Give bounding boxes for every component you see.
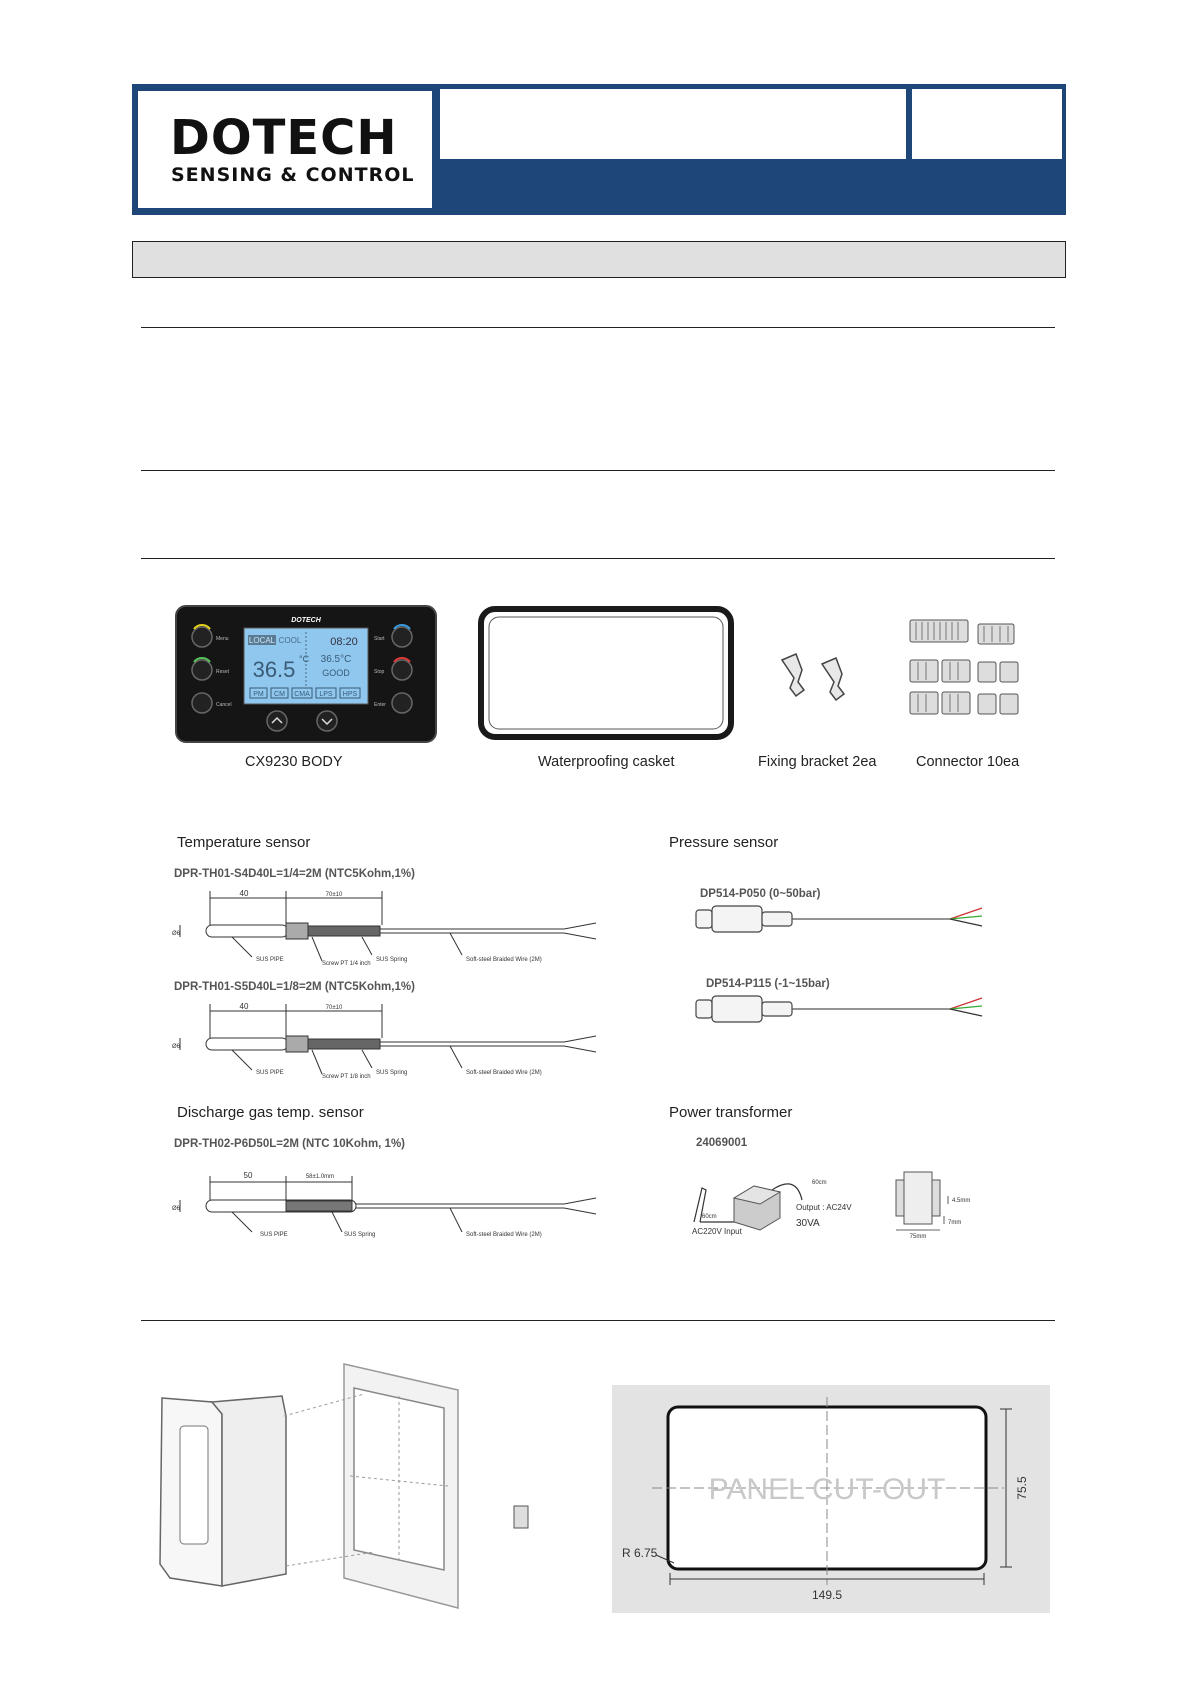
cutout-height: 75.5 <box>1015 1476 1029 1500</box>
temp2-sus-spring: SUS Spring <box>376 1070 408 1076</box>
btn-stop-label: Stop <box>374 669 385 675</box>
cutout-width: 149.5 <box>811 1588 843 1602</box>
pt-output: Output : AC24V <box>796 1203 852 1212</box>
temp2-dim-40: 40 <box>239 1002 249 1011</box>
temp1-wire: Soft-steel Braided Wire (2M) <box>466 957 542 963</box>
pt-h2: 7mm <box>948 1220 962 1226</box>
pt-input: AC220V Input <box>692 1227 742 1236</box>
discharge-sensor-partno: DPR-TH02-P6D50L=2M (NTC 10Kohm, 1%) <box>174 1138 406 1150</box>
main-unit: °C <box>299 654 310 664</box>
indicator-cma: CMA <box>294 691 310 698</box>
temp2-dia: Ø6 <box>172 1044 181 1050</box>
temperature-sensor-title: Temperature sensor <box>177 834 311 851</box>
dis-sus-spring: SUS Spring <box>344 1232 376 1238</box>
document-title-box <box>440 89 906 159</box>
power-transformer-drawing <box>686 1160 1016 1240</box>
btn-reset-label: Reset <box>216 669 230 675</box>
pt-va: 30VA <box>796 1218 820 1229</box>
device-time: 08:20 <box>330 636 358 648</box>
mode-cool: COOL <box>278 636 302 645</box>
pressure-sensor-1-drawing <box>690 900 990 944</box>
indicator-lps: LPS <box>319 691 333 698</box>
caption-connector: Connector 10ea <box>916 754 1020 770</box>
temp1-dia: Ø6 <box>172 931 181 937</box>
caption-body: CX9230 BODY <box>245 754 343 770</box>
document-code-box <box>912 89 1062 159</box>
dis-dim-58: 58±1.0mm <box>305 1174 335 1180</box>
discharge-sensor-title: Discharge gas temp. sensor <box>177 1104 364 1121</box>
indicator-hps: HPS <box>342 691 358 698</box>
caption-bracket: Fixing bracket 2ea <box>758 754 877 770</box>
pressure-sensor-1-partno: DP514-P050 (0~50bar) <box>700 888 821 900</box>
connector-image <box>906 616 1022 720</box>
indicator-pm: PM <box>253 691 264 698</box>
main-temperature: 36.5 <box>252 657 296 682</box>
panel-cutout-drawing <box>612 1385 1050 1613</box>
btn-enter-label: Enter <box>374 702 386 708</box>
btn-cancel-label: Cancel <box>216 702 232 708</box>
pt-width: 75mm <box>909 1234 927 1240</box>
brand-logo: DOTECH <box>170 110 398 166</box>
cutout-radius: R 6.75 <box>622 1546 658 1560</box>
temp-sensor-2-partno: DPR-TH01-S5D40L=1/8=2M (NTC5Kohm,1%) <box>174 981 415 993</box>
divider <box>141 470 1055 471</box>
pt-len-in: 60cm <box>702 1214 717 1220</box>
temp2-screw: Screw PT 1/8 inch <box>322 1074 371 1078</box>
temp2-wire: Soft-steel Braided Wire (2M) <box>466 1070 542 1076</box>
temp1-sus-pipe: SUS PIPE <box>256 957 284 963</box>
panel-cutout-label: PANEL CUT-OUT <box>708 1473 946 1506</box>
device-status: GOOD <box>322 668 350 678</box>
power-transformer-partno: 24069001 <box>696 1137 748 1149</box>
brand-tagline: SENSING & CONTROL <box>171 164 415 186</box>
temp-sensor-1-partno: DPR-TH01-S4D40L=1/4=2M (NTC5Kohm,1%) <box>174 868 415 880</box>
dis-sus-pipe: SUS PIPE <box>260 1232 288 1238</box>
set-temperature: 36.5°C <box>320 654 352 665</box>
controller-body-image <box>174 604 438 744</box>
divider <box>141 1320 1055 1321</box>
section-title-bar <box>132 241 1066 278</box>
discharge-sensor-drawing <box>172 1162 602 1242</box>
power-transformer-title: Power transformer <box>669 1104 793 1121</box>
temp2-sus-pipe: SUS PIPE <box>256 1070 284 1076</box>
dis-dia: Ø6 <box>172 1206 181 1212</box>
temp-sensor-2-drawing <box>172 998 602 1078</box>
temp-sensor-1-drawing <box>172 885 602 965</box>
pt-len-out: 60cm <box>812 1180 827 1186</box>
mounting-illustration <box>154 1356 544 1616</box>
indicator-cm: CM <box>274 691 285 698</box>
mode-local: LOCAL <box>248 636 276 645</box>
divider <box>141 327 1055 328</box>
temp1-sus-spring: SUS Spring <box>376 957 408 963</box>
btn-menu-label: Menu <box>216 636 229 642</box>
btn-start-label: Start <box>374 636 385 642</box>
pt-h1: 4.5mm <box>952 1198 971 1204</box>
pressure-sensor-2-partno: DP514-P115 (-1~15bar) <box>706 978 830 990</box>
device-brand: DOTECH <box>291 617 321 624</box>
temp1-dim-70: 70±10 <box>325 892 343 898</box>
casket-image <box>478 606 734 740</box>
dis-wire: Soft-steel Braided Wire (2M) <box>466 1232 542 1238</box>
dis-dim-50: 50 <box>243 1171 253 1180</box>
temp1-dim-40: 40 <box>239 889 249 898</box>
pressure-sensor-title: Pressure sensor <box>669 834 779 851</box>
pressure-sensor-2-drawing <box>690 990 990 1034</box>
caption-casket: Waterproofing casket <box>538 754 675 770</box>
temp2-dim-70: 70±10 <box>325 1005 343 1011</box>
divider <box>141 558 1055 559</box>
temp1-screw: Screw PT 1/4 inch <box>322 961 371 965</box>
bracket-image <box>776 650 856 702</box>
